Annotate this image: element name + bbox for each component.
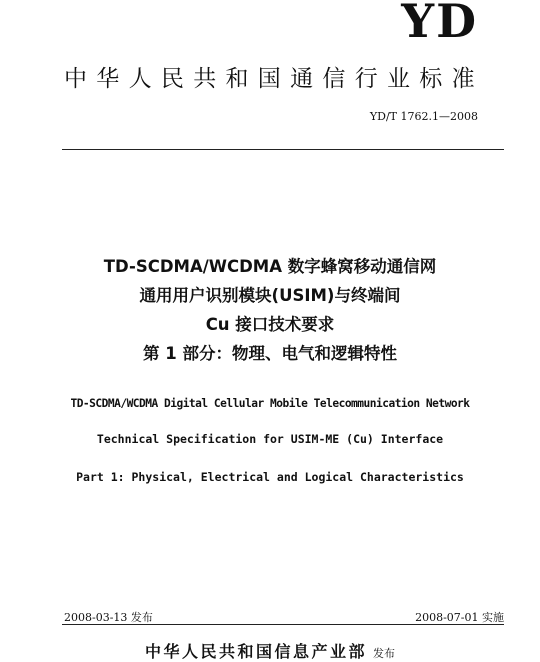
- publisher-name: 中华人民共和国信息产业部: [144, 642, 367, 661]
- footer-divider: [62, 624, 504, 625]
- chinese-title: [0, 252, 540, 368]
- publisher-suffix: 发布: [373, 647, 395, 660]
- standard-logo: YD: [401, 0, 478, 48]
- issue-date: 2008-03-13 发布: [64, 611, 153, 624]
- chinese-title-line-1: TD-SCDMA/WCDMA 数字蜂窝移动通信网: [103, 257, 437, 276]
- publisher: [0, 639, 540, 662]
- organization-title: 中华人民共和国通信行业标准: [64, 66, 484, 92]
- english-title-line-3: Part 1: Physical, Electrical and Logical Characteristics: [76, 470, 464, 484]
- chinese-title-line-4: 第 1 部分：物理、电气和逻辑特性: [143, 344, 397, 363]
- english-title-line-1: TD-SCDMA/WCDMA Digital Cellular Mobile Telecommunication Network: [70, 397, 470, 410]
- chinese-title-line-3: Cu 接口技术要求: [205, 315, 335, 334]
- implementation-date: 2008-07-01 实施: [415, 611, 504, 624]
- header-divider: [62, 149, 504, 150]
- standard-number: YD/T 1762.1—2008: [369, 110, 478, 123]
- english-title-line-2: Technical Specification for USIM-ME (Cu) Interface: [96, 432, 444, 446]
- chinese-title-line-2: 通用用户识别模块(USIM)与终端间: [139, 286, 401, 305]
